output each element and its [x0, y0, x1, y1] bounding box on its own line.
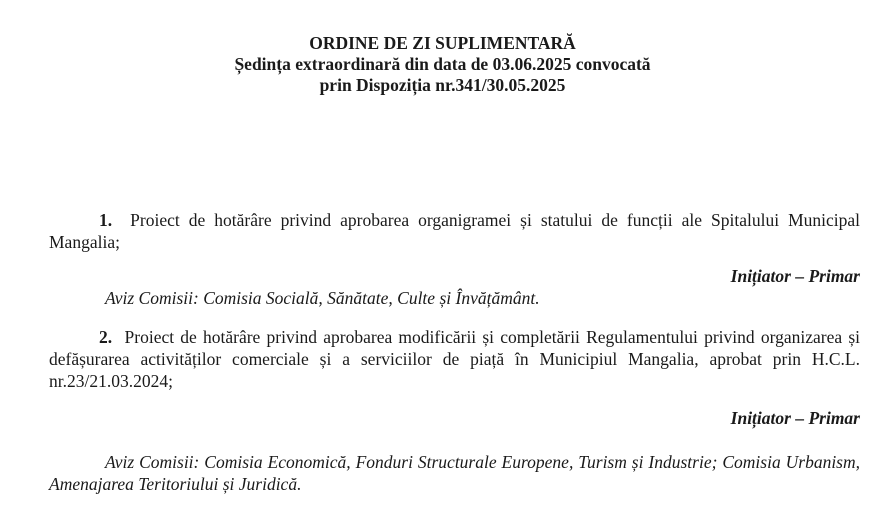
agenda-item-description: Proiect de hotărâre privind aprobarea modificării și completării Regulamentului privind organizarea și defășurarea activităților comerciale și a serviciilor de piață în Municipiul Mangalia, aprobat prin H.C.L. nr.23/21.03.2024; [49, 327, 860, 391]
agenda-item-1 [49, 209, 860, 253]
agenda-item-2-initiator: Inițiator – Primar [730, 408, 860, 428]
disposition-line: prin Dispoziția nr.341/30.05.2025 [319, 75, 566, 95]
agenda-item-description: Proiect de hotărâre privind aprobarea organigramei și statului de funcții ale Spitalului Municipal Mangalia; [49, 210, 860, 252]
agenda-item-1-initiator: Inițiator – Primar [730, 266, 860, 286]
agenda-item-2-aviz: Aviz Comisii: Comisia Economică, Fonduri Structurale Europene, Turism și Industrie; Comisia Urbanism, Amenajarea Teritoriului și Juridică. [49, 452, 860, 494]
agenda-item-text [49, 326, 860, 392]
agenda-item-text [49, 209, 860, 253]
agenda-item-2 [49, 326, 860, 392]
session-line: Ședința extraordinară din data de 03.06.2025 convocată [234, 54, 651, 74]
document-title: ORDINE DE ZI SUPLIMENTARĂ [309, 33, 576, 53]
document-header [0, 33, 885, 96]
agenda-item-number: 1. [99, 210, 113, 230]
agenda-item-number: 2. [99, 327, 113, 347]
agenda-item-1-aviz: Aviz Comisii: Comisia Socială, Sănătate, Culte și Învățământ. [105, 288, 540, 308]
